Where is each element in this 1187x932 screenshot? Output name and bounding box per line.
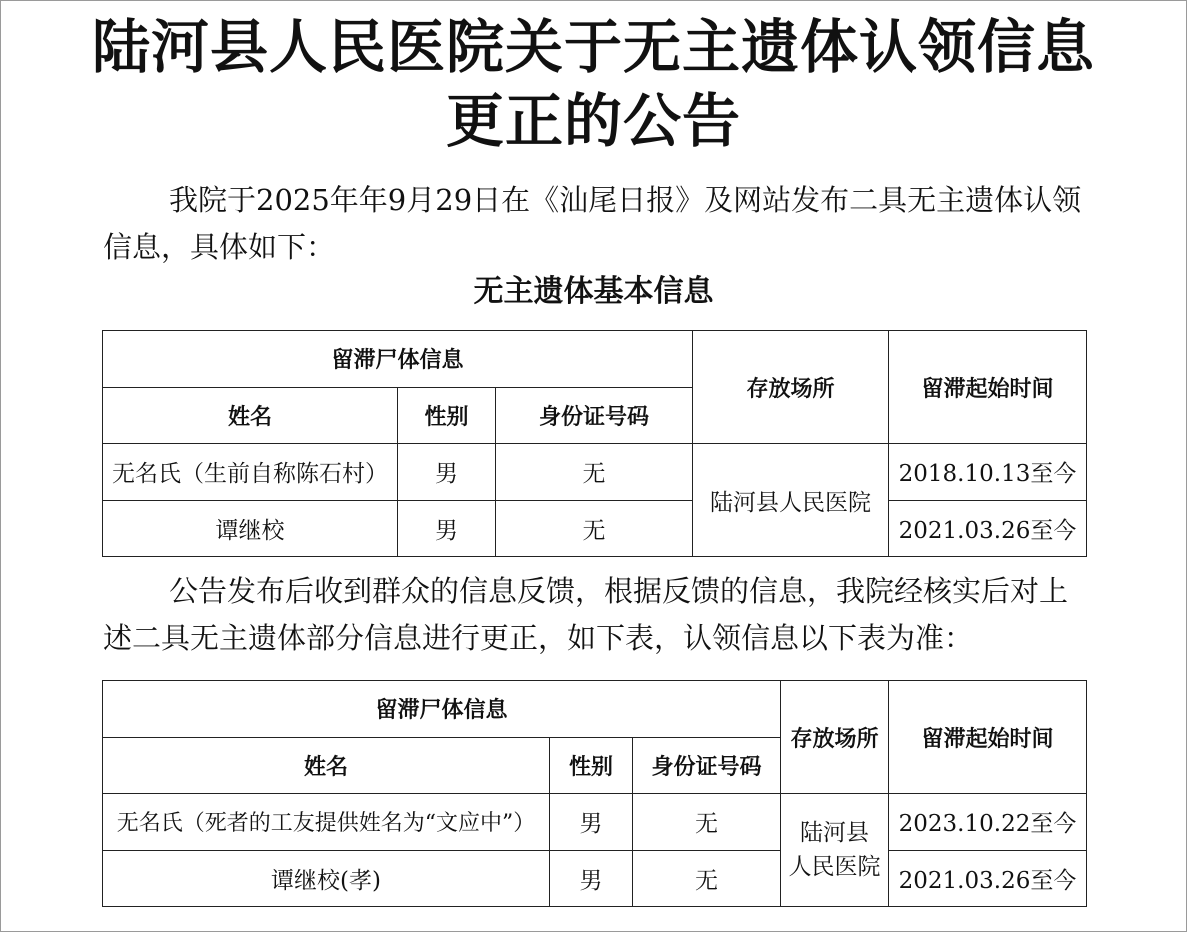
correction-text: 公告发布后收到群众的信息反馈，根据反馈的信息，我院经核实后对上述二具无主遗体部分信息进行更正，如下表，认领信息以下表为准：	[103, 574, 1069, 655]
corrected-info-table	[102, 680, 1087, 907]
table-header-row	[103, 331, 1087, 388]
cell-name: 谭继校(孝)	[103, 850, 550, 907]
cell-name: 谭继校	[103, 500, 398, 557]
cell-place: 陆河县 人民医院	[781, 794, 889, 907]
original-info-table	[102, 330, 1087, 557]
header-gender: 性别	[398, 387, 496, 444]
header-name: 姓名	[103, 737, 550, 794]
cell-name: 无名氏（生前自称陈石村）	[103, 444, 398, 501]
cell-gender: 男	[398, 500, 496, 557]
intro-paragraph	[103, 177, 1093, 271]
cell-id: 无	[496, 500, 693, 557]
header-id: 身份证号码	[633, 737, 781, 794]
table-row	[103, 444, 1087, 501]
header-name: 姓名	[103, 387, 398, 444]
header-time: 留滞起始时间	[889, 331, 1087, 444]
cell-name: 无名氏（死者的工友提供姓名为“文应中”）	[103, 794, 550, 851]
cell-time: 2021.03.26至今	[889, 850, 1087, 907]
cell-time: 2021.03.26至今	[889, 500, 1087, 557]
header-gender: 性别	[550, 737, 633, 794]
cell-gender: 男	[550, 850, 633, 907]
header-place: 存放场所	[693, 331, 889, 444]
intro-text: 我院于2025年年9月29日在《汕尾日报》及网站发布二具无主遗体认领信息，具体如下：	[103, 183, 1082, 264]
cell-gender: 男	[550, 794, 633, 851]
group-header: 留滞尸体信息	[103, 681, 781, 738]
cell-gender: 男	[398, 444, 496, 501]
cell-id: 无	[633, 794, 781, 851]
header-time: 留滞起始时间	[889, 681, 1087, 794]
cell-id: 无	[633, 850, 781, 907]
header-place: 存放场所	[781, 681, 889, 794]
cell-time: 2023.10.22至今	[889, 794, 1087, 851]
cell-place: 陆河县人民医院	[693, 444, 889, 557]
cell-time: 2018.10.13至今	[889, 444, 1087, 501]
table-header-row	[103, 681, 1087, 738]
cell-id: 无	[496, 444, 693, 501]
correction-paragraph	[103, 568, 1093, 662]
table-heading: 无主遗体基本信息	[473, 274, 714, 309]
table-row	[103, 850, 1087, 907]
table-row	[103, 500, 1087, 557]
table-row	[103, 794, 1087, 851]
notice-title-line-2: 更正的公告	[445, 87, 741, 155]
header-id: 身份证号码	[496, 387, 693, 444]
group-header: 留滞尸体信息	[103, 331, 693, 388]
notice-title-line-1: 陆河县人民医院关于无主遗体认领信息	[91, 13, 1095, 81]
